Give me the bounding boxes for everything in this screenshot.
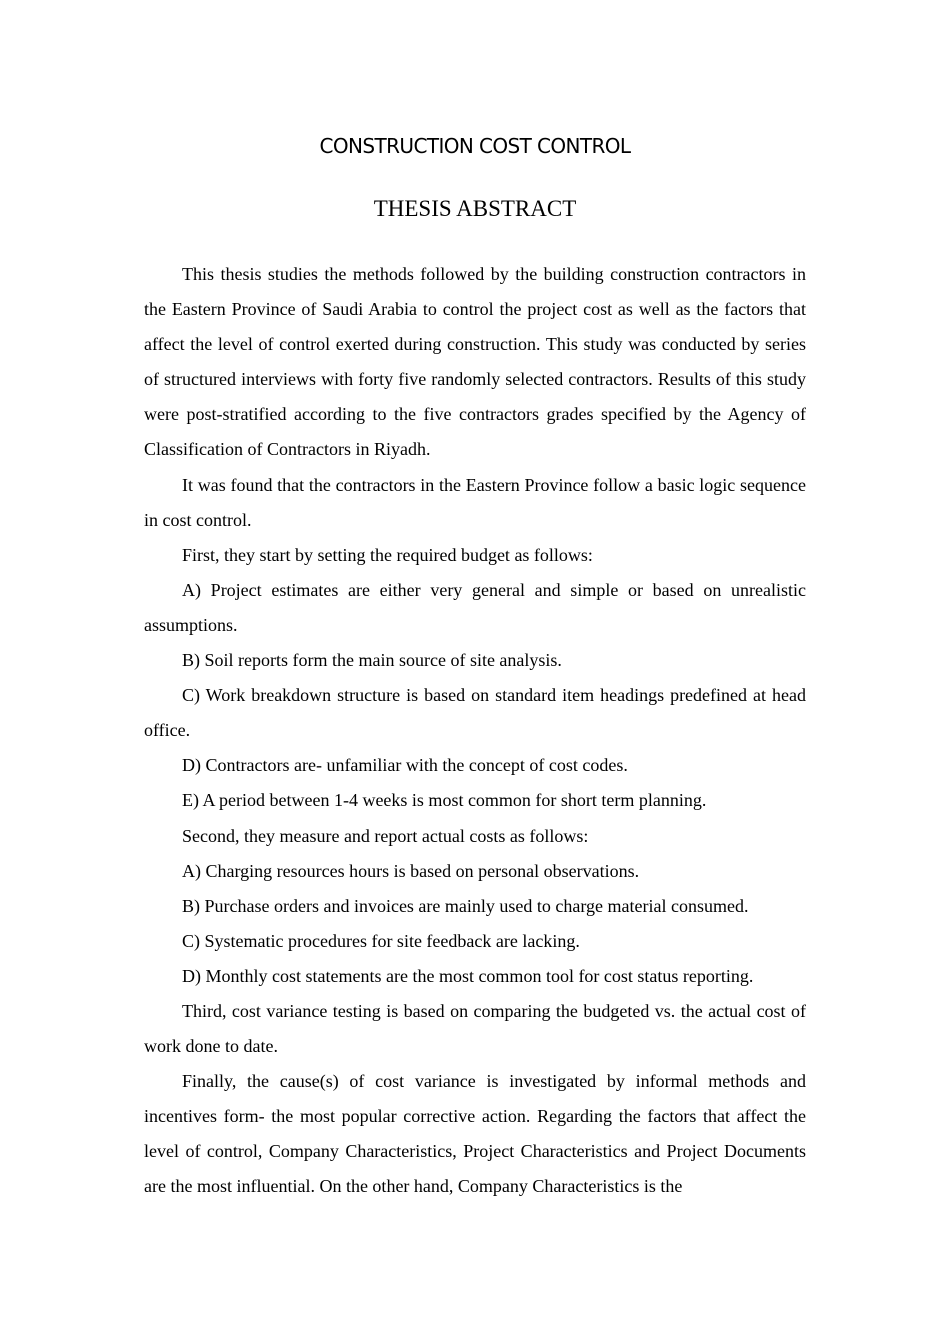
paragraph-finally: Finally, the cause(s) of cost variance is investigated by informal methods and incentives form- the most popular corrective action. Regarding the factors that affect the level of control, Company Characteristics, Project Characteristics and Project Documents are the most influential. On the other hand, Company Characteristics is the	[144, 1071, 806, 1197]
paragraph-intro: This thesis studies the methods followed by the building construction contractors in the Eastern Province of Saudi Arabia to control the project cost as well as the factors that affect the level of control exerted during construction. This study was conducted by series of structured interviews with forty five randomly selected contractors. Results of this study were post-stratified according to the five contractors grades specified by the Agency of Classification of Contractors in Riyadh.	[144, 264, 806, 460]
list-item: A) Project estimates are either very general and simple or based on unrealistic assumptions.	[144, 579, 806, 635]
list-item: D) Monthly cost statements are the most common tool for cost status reporting.	[182, 965, 754, 986]
paragraph-third: Third, cost variance testing is based on comparing the budgeted vs. the actual cost of work done to date.	[144, 1000, 806, 1057]
list-item: B) Purchase orders and invoices are mainly used to charge material consumed.	[182, 895, 749, 916]
paragraph-finding: It was found that the contractors in the Eastern Province follow a basic logic sequence in cost control.	[144, 474, 806, 530]
paragraph-second: Second, they measure and report actual costs as follows:	[182, 825, 589, 846]
list-item: C) Work breakdown structure is based on standard item headings predefined at head office.	[144, 685, 806, 741]
abstract-body	[144, 257, 806, 1205]
document-title: CONSTRUCTION COST CONTROL	[319, 134, 631, 158]
document-subtitle: THESIS ABSTRACT	[373, 196, 577, 221]
list-item: C) Systematic procedures for site feedback are lacking.	[182, 930, 580, 951]
list-item: B) Soil reports form the main source of site analysis.	[182, 650, 562, 671]
paragraph-first: First, they start by setting the required budget as follows:	[182, 544, 593, 565]
list-item: E) A period between 1-4 weeks is most common for short term planning.	[182, 790, 707, 811]
list-item: D) Contractors are- unfamiliar with the concept of cost codes.	[182, 755, 628, 776]
list-item: A) Charging resources hours is based on personal observations.	[182, 860, 640, 881]
